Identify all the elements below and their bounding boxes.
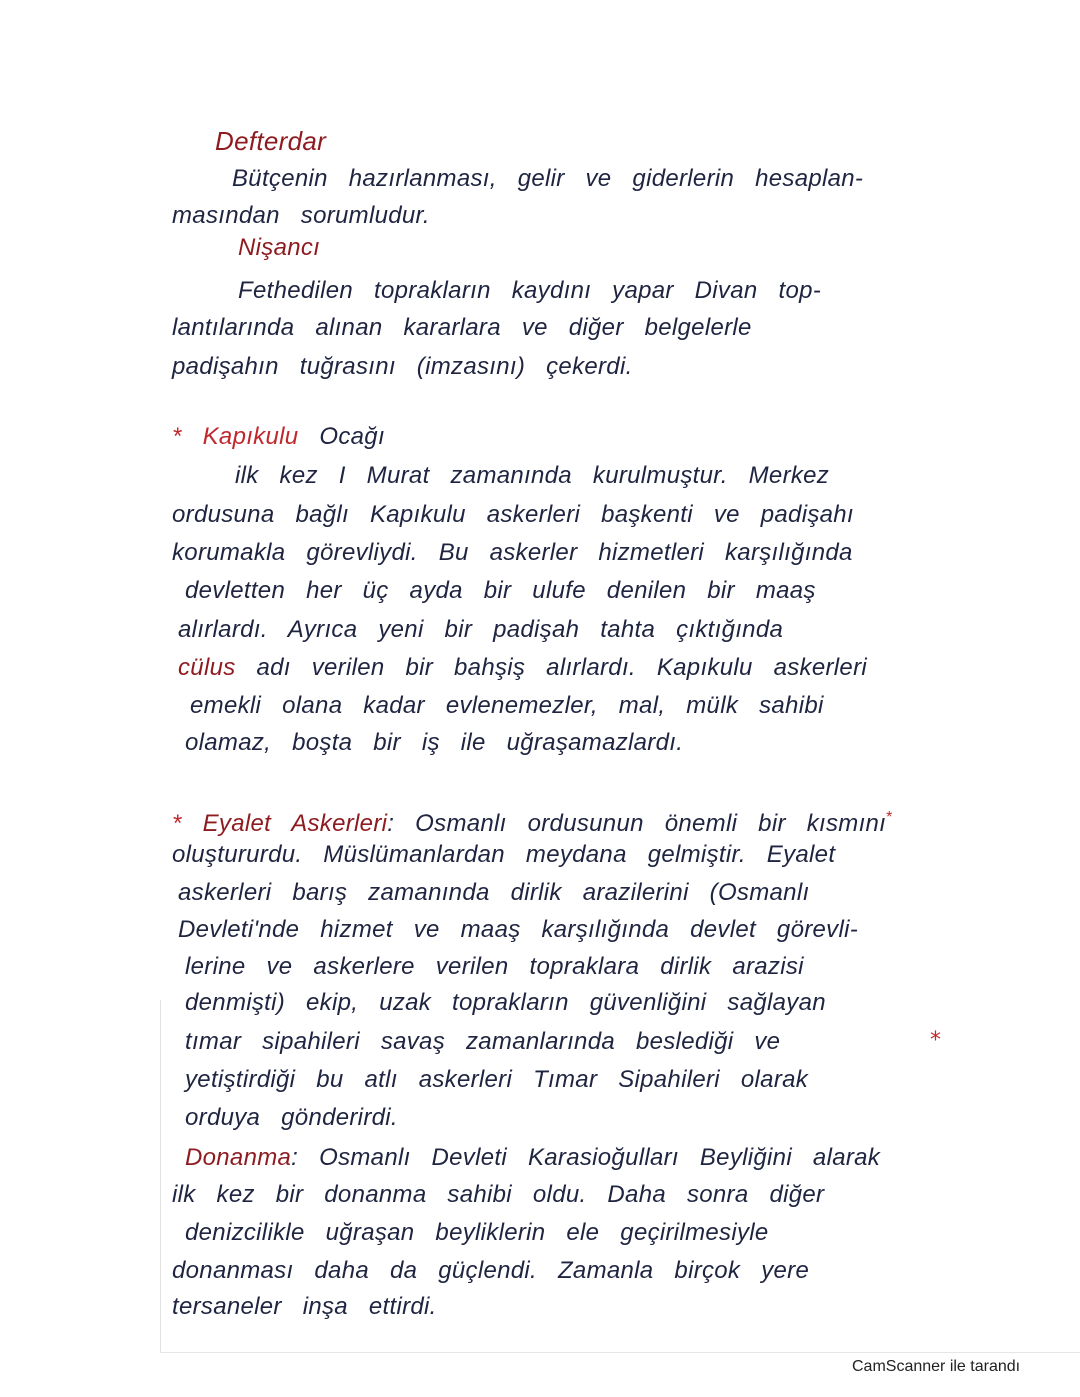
star-icon: * bbox=[886, 809, 893, 826]
section-heading-kapikulu bbox=[172, 422, 385, 452]
text-line: korumakla görevliydi. Bu askerler hizmetleri karşılığında bbox=[172, 539, 853, 566]
heading-term: Eyalet Askerleri bbox=[202, 810, 388, 837]
text-line: tımar sipahileri savaş zamanlarında beslediği ve bbox=[185, 1028, 781, 1055]
section-heading-eyalet bbox=[172, 803, 893, 839]
heading-term: Donanma bbox=[185, 1144, 292, 1171]
star-icon: * bbox=[930, 1028, 941, 1053]
text-line: devletten her üç ayda bir ulufe denilen bir maaş bbox=[185, 577, 816, 604]
scanner-watermark: CamScanner ile tarandı bbox=[852, 1358, 1021, 1375]
text-line: ilk kez I Murat zamanında kurulmuştur. Merkez bbox=[235, 462, 830, 489]
text-line: lantılarında alınan kararlara ve diğer belgelerle bbox=[172, 314, 752, 341]
text-segment: : Osmanlı ordusunun önemli bir kısmını bbox=[387, 810, 887, 837]
text-line: masından sorumludur. bbox=[172, 202, 430, 229]
text-line: olamaz, boşta bir iş ile uğraşamazlardı. bbox=[185, 729, 684, 756]
text-line: emekli olana kadar evlenemezler, mal, mülk sahibi bbox=[190, 692, 824, 719]
text-segment: : Osmanlı Devleti Karasioğulları Beyliğini alarak bbox=[291, 1144, 881, 1171]
section-heading-donanma bbox=[185, 1143, 880, 1173]
section-heading-nisanci: Nişancı bbox=[238, 234, 321, 261]
text-line: Devleti'nde hizmet ve maaş karşılığında devlet görevli- bbox=[178, 916, 859, 943]
heading-term: Kapıkulu bbox=[202, 423, 299, 450]
text-line: denmişti) ekip, uzak toprakların güvenliğini sağlayan bbox=[185, 989, 826, 1016]
text-line: tersaneler inşa ettirdi. bbox=[172, 1293, 437, 1320]
text-line: oluştururdu. Müslümanlardan meydana gelmiştir. Eyalet bbox=[172, 841, 836, 868]
section-heading-defterdar: Defterdar bbox=[215, 126, 327, 156]
bullet-star-icon: * bbox=[172, 810, 182, 837]
heading-rest: Ocağı bbox=[319, 423, 385, 450]
highlighted-term: cülus bbox=[178, 654, 236, 681]
page-edge-line bbox=[160, 1352, 1080, 1353]
text-line: orduya gönderirdi. bbox=[185, 1104, 398, 1131]
margin-line bbox=[160, 1000, 161, 1352]
text-line: lerine ve askerlere verilen topraklara dirlik arazisi bbox=[185, 953, 804, 980]
text-line: ilk kez bir donanma sahibi oldu. Daha sonra diğer bbox=[172, 1181, 825, 1208]
text-line: askerleri barış zamanında dirlik arazilerini (Osmanlı bbox=[178, 879, 810, 906]
text-line: donanması daha da güçlendi. Zamanla birçok yere bbox=[172, 1257, 810, 1284]
text-line bbox=[178, 653, 867, 683]
text-segment: adı verilen bir bahşiş alırlardı. Kapıkulu askerleri bbox=[256, 654, 868, 681]
text-line: yetiştirdiği bu atlı askerleri Tımar Sipahileri olarak bbox=[185, 1066, 809, 1093]
text-line: padişahın tuğrasını (imzasını) çekerdi. bbox=[172, 353, 633, 380]
text-line: Bütçenin hazırlanması, gelir ve giderlerin hesaplan- bbox=[232, 165, 864, 192]
text-line: ordusuna bağlı Kapıkulu askerleri başkenti ve padişahı bbox=[172, 501, 854, 528]
text-line: Fethedilen toprakların kaydını yapar Divan top- bbox=[238, 277, 822, 304]
text-line: denizcilikle uğraşan beyliklerin ele geçirilmesiyle bbox=[185, 1219, 769, 1246]
bullet-star-icon: * bbox=[172, 423, 182, 450]
text-line: alırlardı. Ayrıca yeni bir padişah tahta çıktığında bbox=[178, 616, 784, 643]
